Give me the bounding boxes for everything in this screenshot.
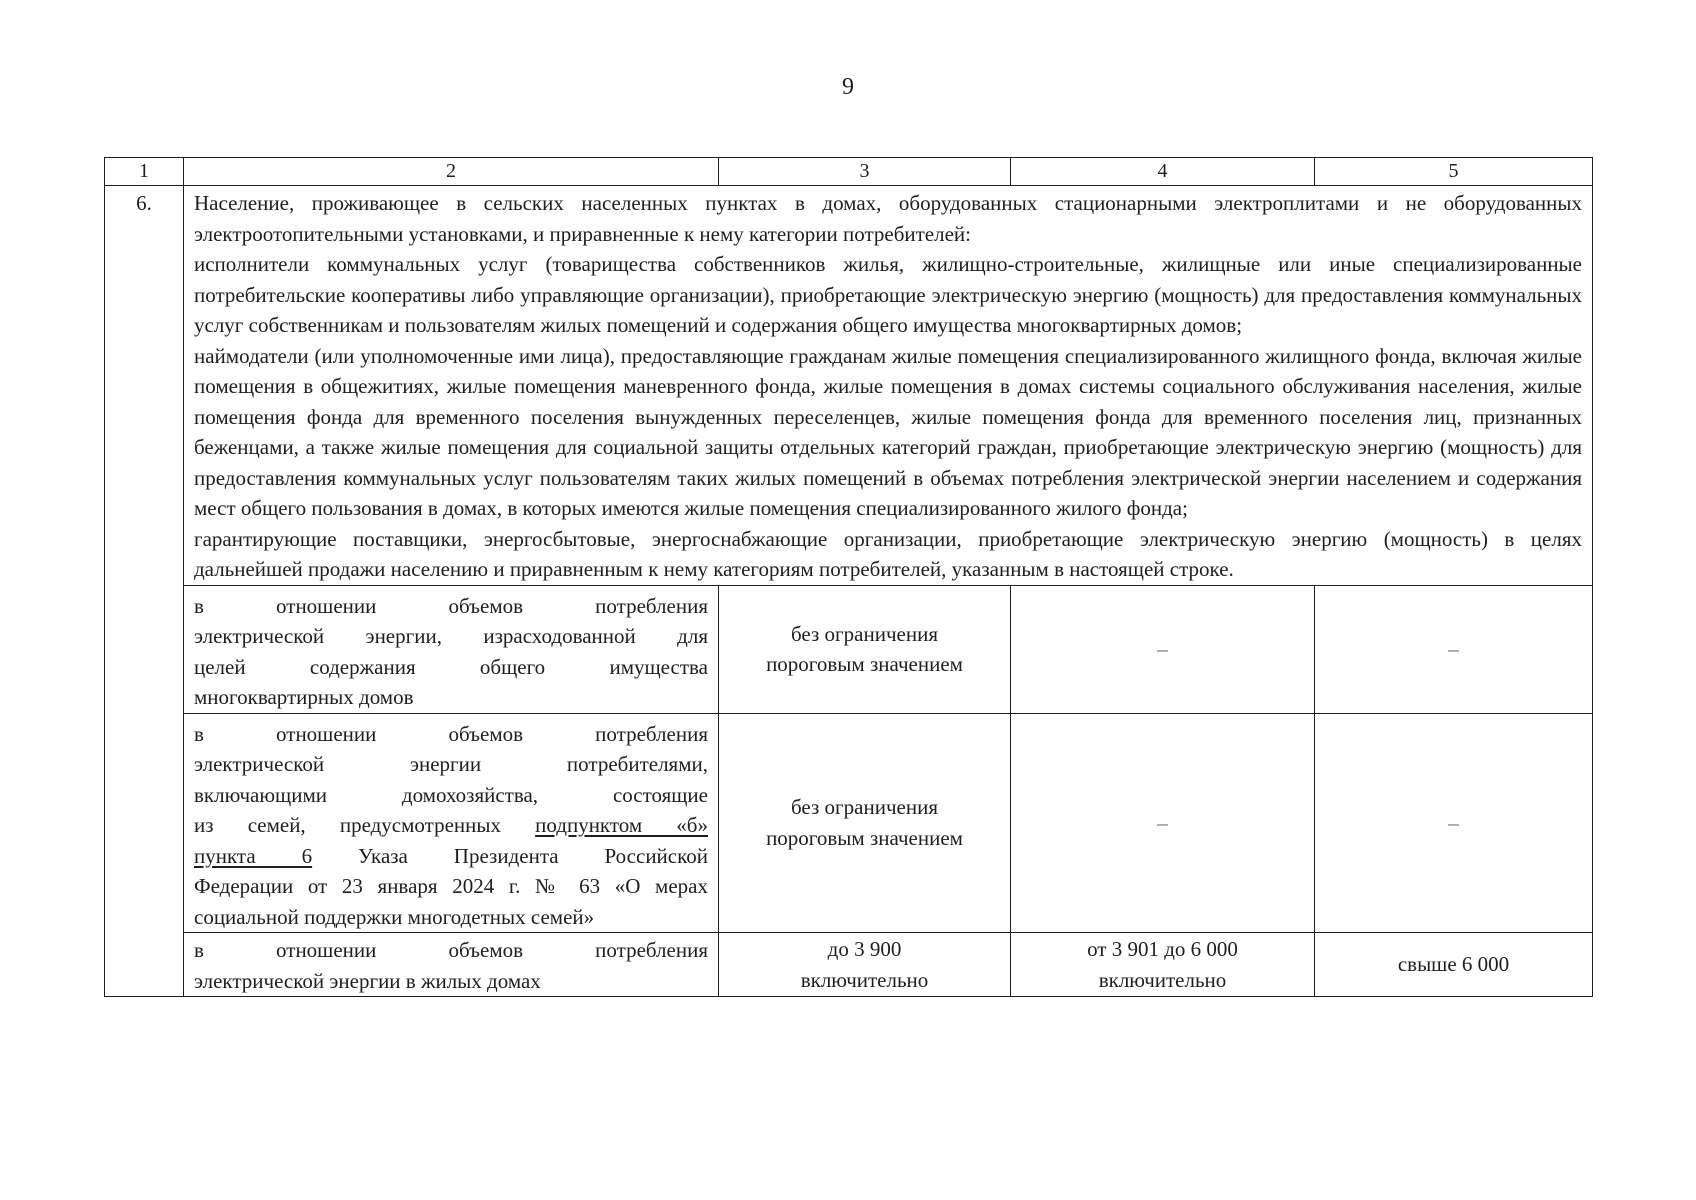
sub-row-description xyxy=(184,933,719,997)
text-fragment: из семей, предусмотренных xyxy=(194,813,501,837)
text-line: многоквартирных домов xyxy=(194,685,414,709)
table-row xyxy=(105,713,1593,933)
text-line: электрической энергии, израсходованной для xyxy=(194,624,708,648)
row-number: 6. xyxy=(105,186,184,997)
threshold-col5: – xyxy=(1315,713,1593,933)
table-row xyxy=(105,186,1593,586)
text-line: в отношении объемов потребления xyxy=(194,593,708,618)
threshold-col5: свыше 6 000 xyxy=(1315,933,1593,997)
threshold-col3 xyxy=(719,933,1011,997)
text-line: до 3 900 xyxy=(827,937,902,961)
text-line xyxy=(194,810,708,841)
consumer-category-description xyxy=(184,186,1593,586)
text-line: в отношении объемов потребления xyxy=(194,721,708,746)
text-line: пороговым значением xyxy=(766,825,963,850)
table-row xyxy=(105,585,1593,713)
paragraph-link[interactable]: пункта 6 xyxy=(194,843,313,868)
text-line: в отношении объемов потребления xyxy=(194,938,708,962)
text-line: пороговым значением xyxy=(766,652,963,676)
sub-row-description xyxy=(184,713,719,933)
table-row xyxy=(105,933,1593,997)
tariff-table xyxy=(104,157,1593,997)
column-header-5: 5 xyxy=(1315,158,1593,186)
page-number: 9 xyxy=(842,74,854,100)
text-line: без ограничения xyxy=(791,795,938,820)
paragraph: Население, проживающее в сельских населенных пунктах в домах, оборудованных стационарными электроплитами и не оборудованных электроотопительными установками, и приравненные к нему категории потребителей: xyxy=(194,191,1582,246)
text-line: включительно xyxy=(1098,967,1227,992)
paragraph: гарантирующие поставщики, энергосбытовые, энергоснабжающие организации, приобретающие электрическую энергию (мощность) в целях дальнейшей продажи населению и приравненным к нему категориям потребителей, указанным в настоящей строке. xyxy=(194,526,1582,581)
text-line: Федерации от 23 января 2024 г. № 63 «О мерах xyxy=(194,874,708,898)
column-header-3: 3 xyxy=(719,158,1011,186)
column-header-2: 2 xyxy=(184,158,719,186)
paragraph: исполнители коммунальных услуг (товарищества собственников жилья, жилищно-строительные, жилищные или иные специализированные потребительские кооперативы либо управляющие организации), приобретающие электрическую энергию (мощность) для предоставления коммунальных услуг собственникам и пользователям жилых помещений и содержания общего имущества многоквартирных домов; xyxy=(194,252,1582,337)
column-header-4: 4 xyxy=(1011,158,1315,186)
paragraph: наймодатели (или уполномоченные ими лица), предоставляющие гражданам жилые помещения специализированного жилищного фонда, включая жилые помещения в общежитиях, жилые помещения маневренного фонда, жилые помещения в домах системы социального обслуживания населения, жилые помещения фонда для временного поселения вынужденных переселенцев, жилые помещения фонда для временного поселения лиц, признанных беженцами, а также жилые помещения для социальной защиты отдельных категорий граждан, приобретающие электрическую энергию (мощность) для предоставления коммунальных услуг пользователям таких жилых помещений в объемах потребления электрической энергии населением и содержания мест общего пользования в домах, в которых имеются жилые помещения специализированного жилого фонда; xyxy=(194,343,1582,520)
text-line: социальной поддержки многодетных семей» xyxy=(194,904,595,929)
text-line: электрической энергии потребителями, xyxy=(194,752,708,776)
text-line: включающими домохозяйства, состоящие xyxy=(194,782,708,807)
sub-row-description xyxy=(184,585,719,713)
threshold-col5: – xyxy=(1315,585,1593,713)
subparagraph-link[interactable]: подпунктом «б» xyxy=(535,813,708,837)
text-line: от 3 901 до 6 000 xyxy=(1087,937,1238,961)
text-line: без ограничения xyxy=(791,621,938,646)
threshold-col3 xyxy=(719,713,1011,933)
threshold-col4: – xyxy=(1011,713,1315,933)
column-number-row xyxy=(105,158,1593,186)
text-line xyxy=(194,841,708,872)
text-line: целей содержания общего имущества xyxy=(194,654,708,679)
column-header-1: 1 xyxy=(105,158,184,186)
threshold-col4 xyxy=(1011,933,1315,997)
text-line: включительно xyxy=(800,967,929,992)
threshold-col3 xyxy=(719,585,1011,713)
text-fragment: Указа Президента Российской xyxy=(358,843,708,868)
text-line: электрической энергии в жилых домах xyxy=(194,968,541,993)
threshold-col4: – xyxy=(1011,585,1315,713)
